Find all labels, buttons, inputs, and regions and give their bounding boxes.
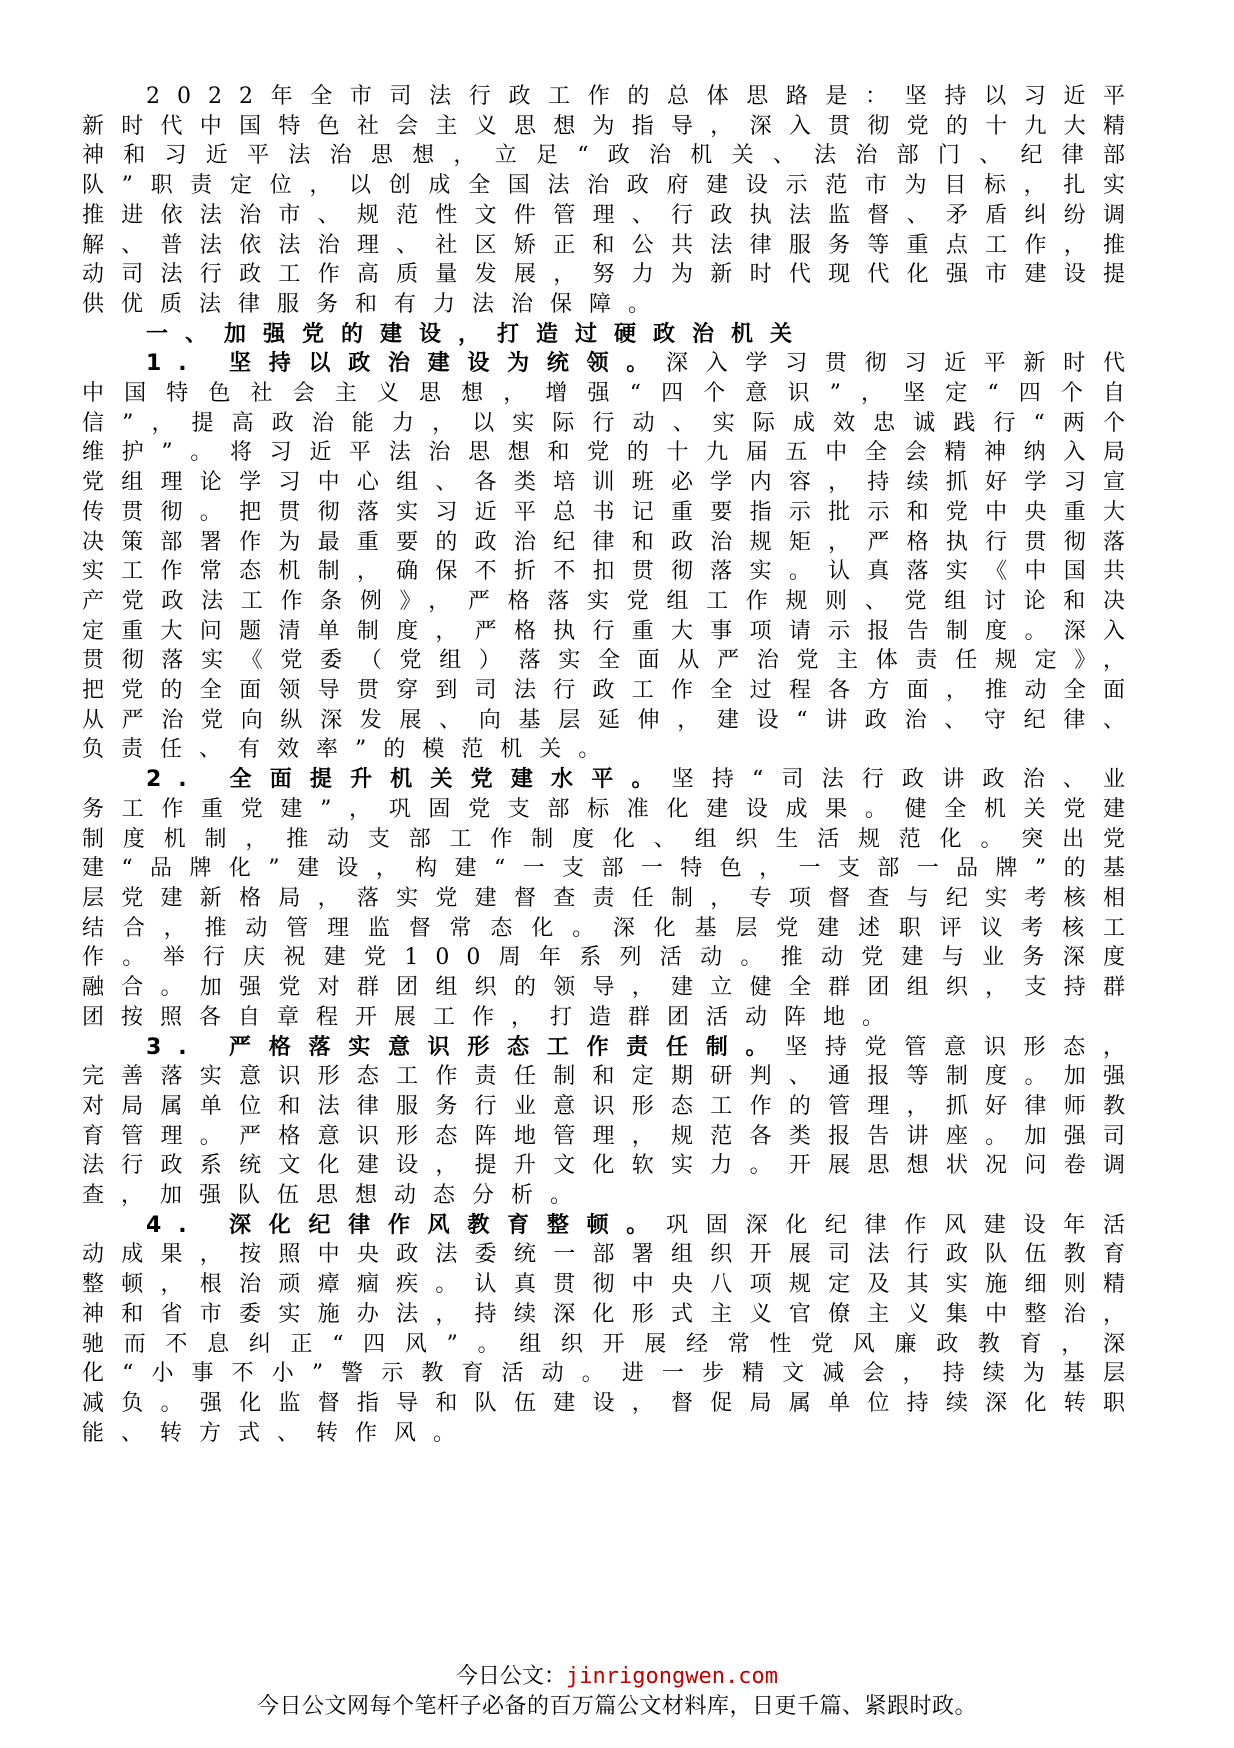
item-paragraph <box>82 349 1142 765</box>
footer-source-line <box>0 1662 1234 1692</box>
item-body: 坚持党管意识形态，完善落实意识形态工作责任制和定期研判、通报等制度。加强对局属单位和法律服务行业意识形态工作的管理，抓好律师教育管理。严格意识形态阵地管理，规范各类报告讲座。加强司法行政系统文化建设，提升文化软实力。开展思想状况问卷调查，加强队伍思想动态分析。 <box>82 1034 1142 1209</box>
footer <box>0 1662 1234 1722</box>
item-body: 深入学习贯彻习近平新时代中国特色社会主义思想，增强“四个意识”，坚定“四个自信”，提高政治能力，以实际行动、实际成效忠诚践行“两个维护”。将习近平法治思想和党的十九届五中全会精神纳入局党组理论学习中心组、各类培训班必学内容，持续抓好学习宣传贯彻。把贯彻落实习近平总书记重要指示批示和党中央重大决策部署作为最重要的政治纪律和政治规矩，严格执行贯彻落实工作常态机制，确保不折不扣贯彻落实。认真落实《中国共产党政法工作条例》，严格落实党组工作规则、党组讨论和决定重大问题清单制度，严格执行重大事项请示报告制度。深入贯彻落实《党委（党组）落实全面从严治党主体责任规定》，把党的全面领导贯穿到司法行政工作全过程各方面，推动全面从严治党向纵深发展、向基层延伸，建设“讲政治、守纪律、负责任、有效率”的模范机关。 <box>82 351 1142 763</box>
footer-tagline: 今日公文网每个笔杆子必备的百万篇公文材料库，日更千篇、紧跟时政。 <box>256 1694 977 1719</box>
item-title: 4. 深化纪律作风教育整顿。 <box>146 1212 667 1238</box>
section-heading: 一、加强党的建设，打造过硬政治机关 <box>146 321 810 347</box>
footer-label: 今日公文： <box>456 1664 567 1689</box>
document-body <box>82 82 1142 1448</box>
item-body: 坚持“司法行政讲政治、业务工作重党建”，巩固党支部标准化建设成果。健全机关党建制度机制，推动支部工作制度化、组织生活规范化。突出党建“品牌化”建设，构建“一支部一特色，一支部一品牌”的基层党建新格局，落实党建督查责任制，专项督查与纪实考核相结合，推动管理监督常态化。深化基层党建述职评议考核工作。举行庆祝建党100周年系列活动。推动党建与业务深度融合。加强党对群团组织的领导，建立健全群团组织，支持群团按照各自章程开展工作，打造群团活动阵地。 <box>82 767 1143 1030</box>
item-title: 3. 严格落实意识形态工作责任制。 <box>146 1034 786 1060</box>
item-title: 2. 全面提升机关党建水平。 <box>146 767 672 793</box>
item-body: 巩固深化纪律作风建设年活动成果，按照中央政法委统一部署组织开展司法行政队伍教育整顿，根治顽瘴痼疾。认真贯彻中央八项规定及其实施细则精神和省市委实施办法，持续深化形式主义官僚主义集中整治，驰而不息纠正“四风”。组织开展经常性党风廉政教育，深化“小事不小”警示教育活动。进一步精文减会，持续为基层减负。强化监督指导和队伍建设，督促局属单位持续深化转职能、转方式、转作风。 <box>82 1212 1142 1446</box>
item-paragraph <box>82 1033 1142 1211</box>
item-paragraph <box>82 1211 1142 1449</box>
item-title: 1. 坚持以政治建设为统领。 <box>146 351 667 377</box>
item-paragraph <box>82 765 1142 1032</box>
footer-site-link[interactable]: jinrigongwen.com <box>566 1664 778 1689</box>
intro-paragraph: 2022年全市司法行政工作的总体思路是：坚持以习近平新时代中国特色社会主义思想为指导，深入贯彻党的十九大精神和习近平法治思想，立足“政治机关、法治部门、纪律部队”职责定位，以创成全国法治政府建设示范市为目标，扎实推进依法治市、规范性文件管理、行政执法监督、矛盾纠纷调解、普法依法治理、社区矫正和公共法律服务等重点工作，推动司法行政工作高质量发展，努力为新时代现代化强市建设提供优质法律服务和有力法治保障。 <box>82 84 1142 317</box>
